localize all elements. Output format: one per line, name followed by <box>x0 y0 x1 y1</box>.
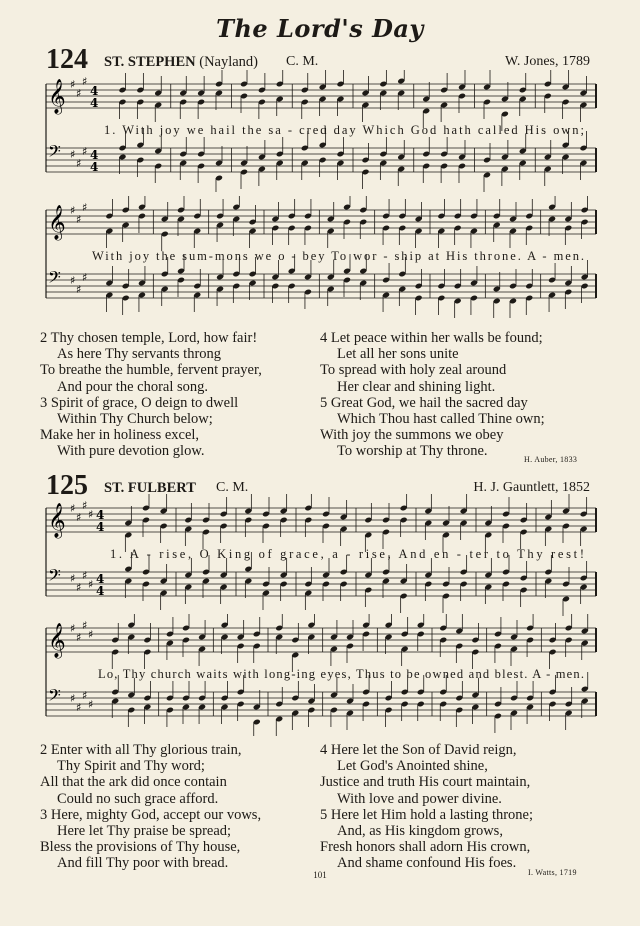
sharp-icon: ♯ <box>82 689 88 702</box>
sharp-icon: ♯ <box>70 78 76 91</box>
hymn-125-verses <box>40 742 600 872</box>
author-credit: I. Watts, 1719 <box>528 868 577 877</box>
music-system-125-2 <box>40 614 600 736</box>
verses-right-column <box>320 330 600 460</box>
sharp-icon: ♯ <box>70 572 76 585</box>
bass-clef-icon: 𝄢 <box>48 141 61 165</box>
verse-line: To worship at Thy throne. <box>337 443 488 460</box>
sharp-icon: ♯ <box>82 619 88 632</box>
sharp-icon: ♯ <box>88 508 94 521</box>
verse-line: 2 Enter with all Thy glorious train, <box>40 742 242 758</box>
tune-name: ST. STEPHEN (Nayland) <box>104 54 259 70</box>
verse-line: Justice and truth His court maintain, <box>320 774 531 791</box>
sharp-icon: ♯ <box>82 75 88 88</box>
treble-clef-icon: 𝄞 <box>48 205 66 240</box>
hymn-124-verses <box>40 330 600 460</box>
lyric-line: Lo, Thy church waits with long-ing eyes, Thus to be owned and blest. A - men. <box>98 667 584 681</box>
sharp-icon: ♯ <box>88 698 94 711</box>
meter: C. M. <box>286 54 319 69</box>
verse-line: And shame confound His foes. <box>337 855 517 872</box>
hymn-number: 124 <box>46 44 88 75</box>
lyric-line: 1. A - rise, O King of grace, a - rise, And en - ter to Thy rest! <box>110 547 584 561</box>
sharp-icon: ♯ <box>76 701 82 714</box>
page-title: The Lord's Day <box>216 14 424 43</box>
svg-text:4: 4 <box>90 148 99 162</box>
stanza-3 <box>40 807 320 872</box>
verse-line: 5 Here let Him hold a lasting throne; <box>320 806 534 823</box>
verse-line: Within Thy Church below; <box>57 411 213 428</box>
sharp-icon: ♯ <box>88 628 94 641</box>
bass-clef-icon: 𝄢 <box>48 267 61 291</box>
verse-line: Which Thou hast called Thine own; <box>337 411 545 428</box>
verse-line: 3 Here, mighty God, accept our vows, <box>40 806 262 823</box>
verse-line: Let God's Anointed shine, <box>337 758 488 775</box>
sharp-icon: ♯ <box>76 87 82 100</box>
author-credit: H. Auber, 1833 <box>524 455 578 464</box>
verse-line: And fill Thy poor with bread. <box>57 855 229 872</box>
stanza-3 <box>40 395 320 460</box>
music-system-124-1 <box>40 70 600 192</box>
sharp-icon: ♯ <box>70 274 76 287</box>
sharp-icon: ♯ <box>70 692 76 705</box>
composer: W. Jones, 1789 <box>504 54 590 69</box>
verse-line: With love and power divine. <box>337 790 502 807</box>
verse-line: Her clear and shining light. <box>337 378 496 395</box>
verse-line: And pour the choral song. <box>57 378 209 395</box>
treble-clef-icon: 𝄞 <box>48 79 66 114</box>
sharp-icon: ♯ <box>70 622 76 635</box>
svg-text:4: 4 <box>90 96 99 110</box>
sharp-icon: ♯ <box>70 204 76 217</box>
sharp-icon: ♯ <box>82 271 88 284</box>
verses-left-column <box>40 742 320 872</box>
composer: H. J. Gauntlett, 1852 <box>473 480 590 495</box>
verse-line: With pure devotion glow. <box>57 443 205 460</box>
sharp-icon: ♯ <box>88 578 94 591</box>
verse-line: To spread with holy zeal around <box>320 362 507 379</box>
stanza-5 <box>320 807 600 872</box>
verse-line: All that the ark did once contain <box>40 774 227 791</box>
sharp-icon: ♯ <box>76 511 82 524</box>
verse-line: 4 Let peace within her walls be found; <box>320 330 543 346</box>
sharp-icon: ♯ <box>76 213 82 226</box>
svg-text:4: 4 <box>90 84 99 98</box>
verse-line: Bless the provisions of Thy house, <box>40 839 241 856</box>
sharp-icon: ♯ <box>70 148 76 161</box>
music-system-124-2 <box>40 196 600 318</box>
verses-right-column <box>320 742 600 872</box>
page-number: 101 <box>313 870 327 880</box>
sharp-icon: ♯ <box>76 631 82 644</box>
hymn-number: 125 <box>46 470 88 501</box>
verses-left-column <box>40 330 320 460</box>
verse-line: And, as His kingdom grows, <box>337 823 503 840</box>
svg-text:4: 4 <box>96 572 105 586</box>
verse-line: Could no such grace afford. <box>57 790 219 807</box>
lyric-line: 1. With joy we hail the sa - cred day Which God hath called His own; <box>104 123 585 137</box>
verse-line: Make her in holiness excel, <box>40 427 200 444</box>
verse-line: Fresh honors shall adorn His crown, <box>320 839 531 856</box>
verse-line: 2 Thy chosen temple, Lord, how fair! <box>40 330 258 346</box>
bass-clef-icon: 𝄢 <box>48 565 61 589</box>
sharp-icon: ♯ <box>76 157 82 170</box>
svg-text:4: 4 <box>96 584 105 598</box>
verse-line: With joy the summons we obey <box>320 427 504 444</box>
sharp-icon: ♯ <box>76 283 82 296</box>
stanza-4 <box>320 742 600 807</box>
treble-clef-icon: 𝄞 <box>48 623 66 658</box>
verse-line: To breathe the humble, fervent prayer, <box>40 362 262 379</box>
music-system-125-1 <box>40 494 600 616</box>
verse-line: Here let Thy praise be spread; <box>57 823 232 840</box>
svg-text:4: 4 <box>96 508 105 522</box>
stanza-5 <box>320 395 600 460</box>
stanza-4 <box>320 330 600 395</box>
svg-text:4: 4 <box>96 520 105 534</box>
bass-clef-icon: 𝄢 <box>48 685 61 709</box>
svg-text:4: 4 <box>90 160 99 174</box>
meter: C. M. <box>216 480 249 495</box>
sharp-icon: ♯ <box>82 201 88 214</box>
stanza-2 <box>40 330 320 395</box>
verse-line: Thy Spirit and Thy word; <box>57 758 205 775</box>
verse-line: 3 Spirit of grace, O deign to dwell <box>40 394 239 411</box>
verse-line: 5 Great God, we hail the sacred day <box>320 394 528 411</box>
stanza-2 <box>40 742 320 807</box>
sharp-icon: ♯ <box>70 502 76 515</box>
sharp-icon: ♯ <box>82 569 88 582</box>
verse-line: Let all her sons unite <box>337 346 459 363</box>
sharp-icon: ♯ <box>76 581 82 594</box>
treble-clef-icon: 𝄞 <box>48 503 66 538</box>
sharp-icon: ♯ <box>82 499 88 512</box>
verse-line: As here Thy servants throng <box>57 346 222 363</box>
sharp-icon: ♯ <box>82 145 88 158</box>
tune-name: ST. FULBERT <box>104 480 196 496</box>
verse-line: 4 Here let the Son of David reign, <box>320 742 517 758</box>
lyric-line: With joy the sum-mons we o - bey To wor - ship at His throne. A - men. <box>92 249 585 263</box>
